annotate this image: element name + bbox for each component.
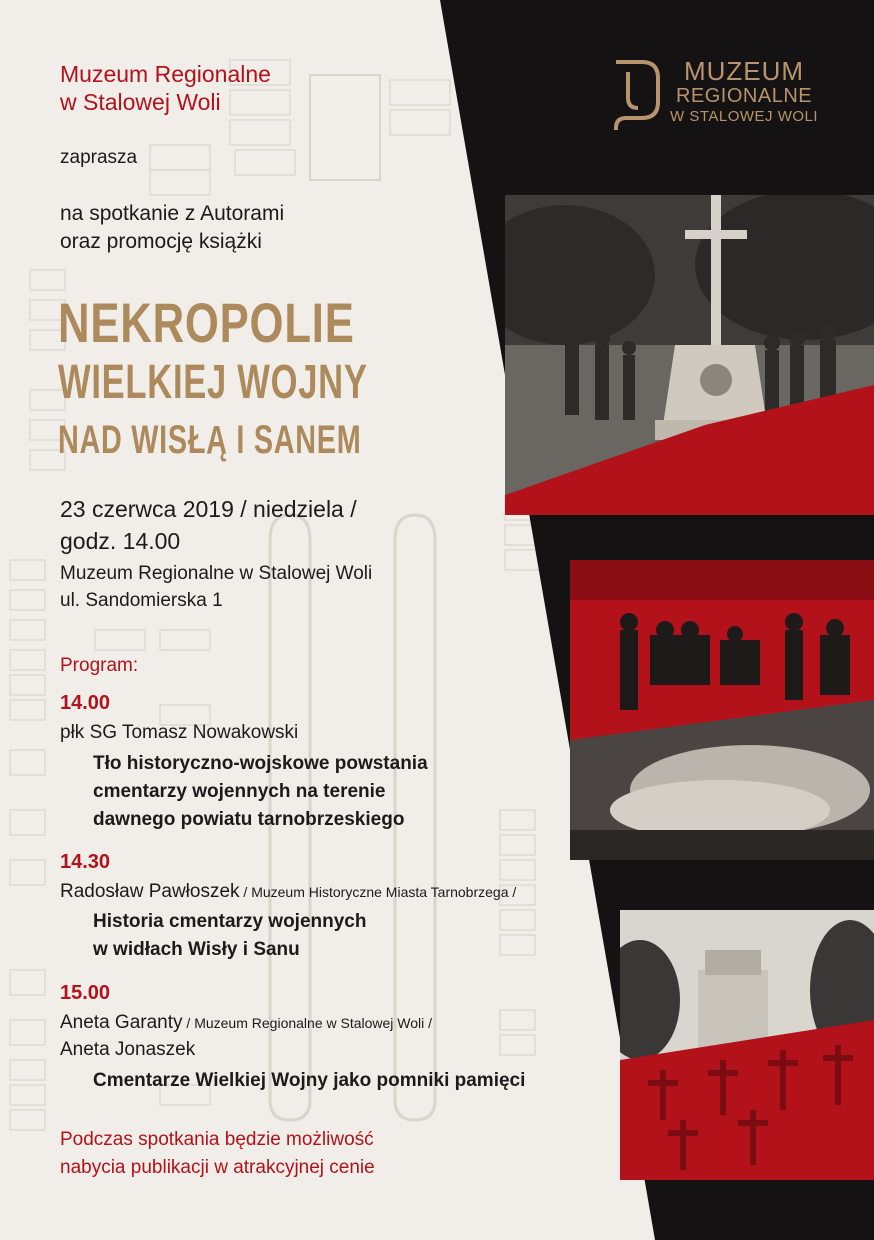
program-talk-title	[93, 750, 428, 834]
event-venue: Muzeum Regionalne w Stalowej Woli	[60, 563, 373, 584]
program-speaker	[60, 722, 298, 744]
program-time: 14.00	[60, 692, 111, 714]
organizer	[60, 60, 271, 116]
program-talk-title	[93, 1067, 525, 1095]
program-talk-title	[93, 908, 366, 964]
speaker-name: Radosław Pawłoszek	[60, 881, 240, 902]
organizer-line-2: w Stalowej Woli	[60, 89, 221, 115]
program-speaker	[60, 881, 516, 903]
museum-logo-text	[670, 58, 818, 124]
logo-line-1: MUZEUM	[683, 56, 805, 86]
event-address: ul. Sandomierska 1	[60, 590, 223, 611]
logo-line-2: REGIONALNE	[675, 85, 813, 107]
program-label: Program:	[60, 655, 139, 676]
photo-field-hospital	[570, 560, 874, 860]
meeting-line-2: oraz promocję książki	[60, 230, 262, 253]
footer-line-1: Podczas spotkania będzie możliwość	[60, 1129, 374, 1150]
footer-line-2: nabycia publikacji w atrakcyjnej cenie	[60, 1157, 375, 1178]
speaker-name: Aneta Garanty	[60, 1012, 183, 1033]
invites-text: zaprasza	[60, 147, 138, 168]
program-time: 14.30	[60, 851, 111, 873]
talk-title-line: Cmentarze Wielkiej Wojny jako pomniki pamięci	[93, 1070, 526, 1091]
event-location	[60, 560, 372, 614]
speaker-affiliation: / Muzeum Historyczne Miasta Tarnobrzega /	[239, 884, 517, 900]
logo-line-3: W STALOWEJ WOLI	[670, 108, 819, 125]
museum-logo	[612, 58, 822, 136]
footer-note	[60, 1126, 375, 1182]
talk-title-line: w widłach Wisły i Sanu	[93, 939, 300, 960]
program-time: 15.00	[60, 982, 111, 1004]
event-datetime	[60, 493, 357, 557]
program-speaker	[60, 1012, 432, 1034]
talk-title-line: Tło historyczno-wojskowe powstania	[93, 753, 428, 774]
talk-title-line: dawnego powiatu tarnobrzeskiego	[93, 809, 405, 830]
meeting-line-1: na spotkanie z Autorami	[60, 202, 285, 225]
book-title-line-3: NAD WISŁĄ I SANEM	[58, 418, 362, 462]
photo-war-graves	[620, 910, 874, 1180]
book-title-line-1: NEKROPOLIE	[58, 291, 355, 354]
talk-title-line: cmentarzy wojennych na terenie	[93, 781, 386, 802]
meeting-text	[60, 200, 284, 256]
talk-title-line: Historia cmentarzy wojennych	[93, 911, 367, 932]
organizer-line-1: Muzeum Regionalne	[60, 61, 271, 87]
program-speaker-2: Aneta Jonaszek	[60, 1039, 196, 1060]
event-time: godz. 14.00	[60, 528, 181, 554]
book-title-line-2: WIELKIEJ WOJNY	[58, 356, 368, 409]
event-date: 23 czerwca 2019 / niedziela /	[60, 496, 357, 522]
speaker-name: płk SG Tomasz Nowakowski	[60, 722, 299, 743]
speaker-affiliation: / Muzeum Regionalne w Stalowej Woli /	[182, 1015, 433, 1031]
photo-cemetery-monument	[505, 195, 874, 515]
museum-logo-icon	[612, 58, 664, 134]
